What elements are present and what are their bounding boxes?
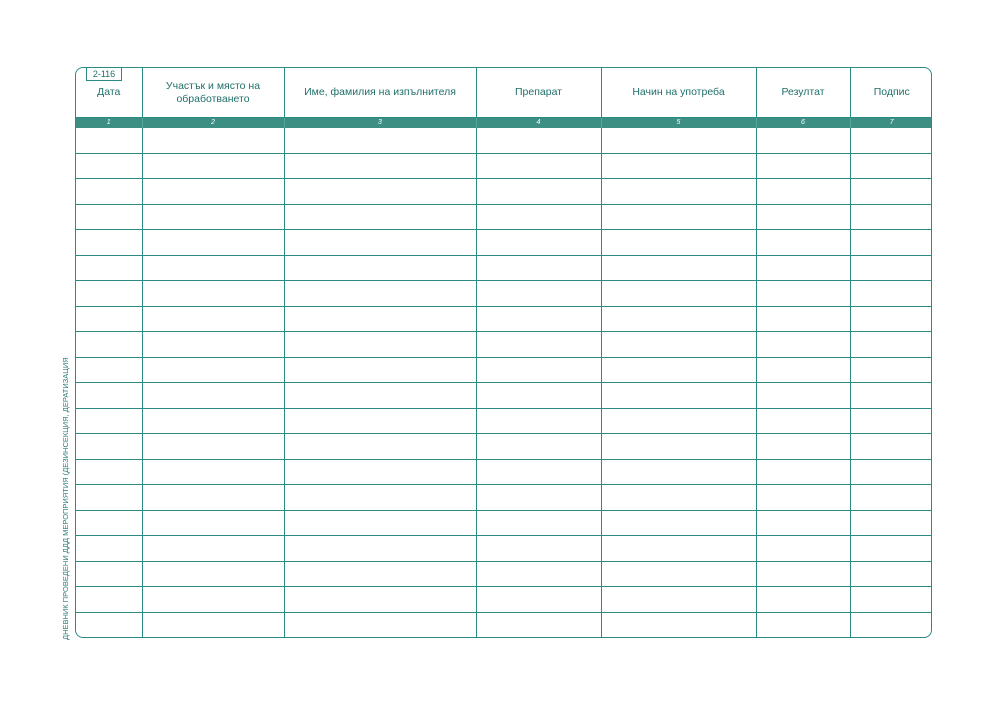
table-cell[interactable] bbox=[601, 332, 756, 358]
column-number: 1 bbox=[76, 118, 142, 129]
table-cell[interactable] bbox=[756, 357, 850, 383]
column-header-preparation bbox=[476, 68, 601, 118]
table-cell[interactable] bbox=[476, 408, 601, 434]
table-cell[interactable] bbox=[601, 281, 756, 307]
table-cell[interactable] bbox=[756, 459, 850, 485]
table-cell[interactable] bbox=[756, 434, 850, 460]
table-cell[interactable] bbox=[476, 255, 601, 281]
table-cell[interactable] bbox=[76, 510, 142, 536]
table-cell[interactable] bbox=[284, 408, 476, 434]
table-cell[interactable] bbox=[476, 153, 601, 179]
table-cell[interactable] bbox=[850, 128, 932, 153]
column-header-label: Начин на употреба bbox=[632, 86, 725, 98]
table-cell[interactable] bbox=[76, 255, 142, 281]
column-number: 6 bbox=[756, 118, 850, 129]
table-row bbox=[76, 587, 932, 613]
column-header-label: Дата bbox=[97, 86, 121, 98]
table-cell[interactable] bbox=[850, 332, 932, 358]
table-cell[interactable] bbox=[850, 306, 932, 332]
table-row bbox=[76, 485, 932, 511]
table-cell[interactable] bbox=[756, 536, 850, 562]
table-cell[interactable] bbox=[142, 561, 284, 587]
log-table bbox=[76, 68, 932, 637]
table-cell[interactable] bbox=[142, 485, 284, 511]
table-cell[interactable] bbox=[76, 204, 142, 230]
table-cell[interactable] bbox=[142, 230, 284, 256]
table-cell[interactable] bbox=[284, 332, 476, 358]
table-cell[interactable] bbox=[76, 383, 142, 409]
log-table-frame bbox=[75, 67, 932, 638]
table-cell[interactable] bbox=[601, 587, 756, 613]
table-cell[interactable] bbox=[76, 587, 142, 613]
table-cell[interactable] bbox=[284, 204, 476, 230]
table-cell[interactable] bbox=[284, 485, 476, 511]
table-cell[interactable] bbox=[142, 536, 284, 562]
table-cell[interactable] bbox=[284, 230, 476, 256]
table-row bbox=[76, 408, 932, 434]
table-cell[interactable] bbox=[756, 128, 850, 153]
table-cell[interactable] bbox=[142, 434, 284, 460]
table-cell[interactable] bbox=[142, 459, 284, 485]
table-cell[interactable] bbox=[850, 179, 932, 205]
table-cell[interactable] bbox=[601, 128, 756, 153]
table-cell[interactable] bbox=[850, 408, 932, 434]
column-header-label: Препарат bbox=[514, 86, 562, 98]
table-cell[interactable] bbox=[850, 587, 932, 613]
table-cell[interactable] bbox=[756, 230, 850, 256]
table-cell[interactable] bbox=[76, 357, 142, 383]
column-header-signature bbox=[850, 68, 932, 118]
table-row bbox=[76, 332, 932, 358]
table-cell[interactable] bbox=[142, 306, 284, 332]
table-row bbox=[76, 434, 932, 460]
table-cell[interactable] bbox=[850, 153, 932, 179]
document-side-title: ДНЕВНИК ПРОВЕДЕНИ ДДД МЕРОПРИЯТИЯ (ДЕЗИНСЕКЦИЯ, ДЕРАТИЗАЦИЯ bbox=[61, 357, 70, 640]
table-cell[interactable] bbox=[76, 434, 142, 460]
column-header-executor bbox=[284, 68, 476, 118]
table-cell[interactable] bbox=[76, 306, 142, 332]
table-cell[interactable] bbox=[284, 306, 476, 332]
table-cell[interactable] bbox=[284, 612, 476, 637]
column-header-result bbox=[756, 68, 850, 118]
column-number-row bbox=[76, 118, 932, 129]
table-cell[interactable] bbox=[142, 204, 284, 230]
column-header-label: Подпис bbox=[873, 86, 910, 98]
table-cell[interactable] bbox=[76, 561, 142, 587]
table-cell[interactable] bbox=[601, 408, 756, 434]
table-row bbox=[76, 128, 932, 153]
table-cell[interactable] bbox=[601, 306, 756, 332]
table-cell[interactable] bbox=[850, 561, 932, 587]
table-cell[interactable] bbox=[142, 510, 284, 536]
table-row bbox=[76, 179, 932, 205]
column-number: 5 bbox=[601, 118, 756, 129]
table-body bbox=[76, 128, 932, 637]
table-cell[interactable] bbox=[476, 459, 601, 485]
table-cell[interactable] bbox=[601, 153, 756, 179]
table-cell[interactable] bbox=[850, 612, 932, 637]
table-cell[interactable] bbox=[756, 306, 850, 332]
table-cell[interactable] bbox=[850, 204, 932, 230]
table-cell[interactable] bbox=[756, 281, 850, 307]
table-row bbox=[76, 383, 932, 409]
table-cell[interactable] bbox=[756, 383, 850, 409]
table-cell[interactable] bbox=[476, 561, 601, 587]
table-cell[interactable] bbox=[850, 357, 932, 383]
table-cell[interactable] bbox=[756, 153, 850, 179]
table-row bbox=[76, 510, 932, 536]
table-cell[interactable] bbox=[601, 357, 756, 383]
table-cell[interactable] bbox=[850, 230, 932, 256]
table-cell[interactable] bbox=[850, 255, 932, 281]
table-cell[interactable] bbox=[601, 204, 756, 230]
table-cell[interactable] bbox=[142, 587, 284, 613]
table-cell[interactable] bbox=[601, 230, 756, 256]
table-cell[interactable] bbox=[142, 281, 284, 307]
table-row bbox=[76, 561, 932, 587]
table-row bbox=[76, 536, 932, 562]
table-cell[interactable] bbox=[850, 485, 932, 511]
table-cell[interactable] bbox=[850, 281, 932, 307]
table-cell[interactable] bbox=[284, 434, 476, 460]
table-cell[interactable] bbox=[476, 357, 601, 383]
table-cell[interactable] bbox=[601, 255, 756, 281]
table-cell[interactable] bbox=[76, 128, 142, 153]
table-cell[interactable] bbox=[76, 153, 142, 179]
table-cell[interactable] bbox=[142, 408, 284, 434]
table-cell[interactable] bbox=[601, 179, 756, 205]
table-cell[interactable] bbox=[284, 128, 476, 153]
table-cell[interactable] bbox=[601, 434, 756, 460]
column-header-area bbox=[142, 68, 284, 118]
table-cell[interactable] bbox=[601, 485, 756, 511]
table-cell[interactable] bbox=[76, 332, 142, 358]
table-cell[interactable] bbox=[284, 536, 476, 562]
column-header-method bbox=[601, 68, 756, 118]
table-cell[interactable] bbox=[601, 536, 756, 562]
table-cell[interactable] bbox=[476, 536, 601, 562]
table-row bbox=[76, 255, 932, 281]
table-row bbox=[76, 281, 932, 307]
table-cell[interactable] bbox=[284, 281, 476, 307]
table-cell[interactable] bbox=[601, 561, 756, 587]
table-cell[interactable] bbox=[476, 383, 601, 409]
table-cell[interactable] bbox=[76, 281, 142, 307]
table-cell[interactable] bbox=[284, 561, 476, 587]
table-cell[interactable] bbox=[601, 510, 756, 536]
table-cell[interactable] bbox=[476, 230, 601, 256]
table-cell[interactable] bbox=[476, 332, 601, 358]
table-cell[interactable] bbox=[142, 128, 284, 153]
table-cell[interactable] bbox=[476, 510, 601, 536]
table-cell[interactable] bbox=[76, 485, 142, 511]
table-row bbox=[76, 612, 932, 637]
table-cell[interactable] bbox=[76, 408, 142, 434]
table-cell[interactable] bbox=[850, 459, 932, 485]
table-row bbox=[76, 459, 932, 485]
table-cell[interactable] bbox=[601, 612, 756, 637]
table-cell[interactable] bbox=[284, 153, 476, 179]
table-cell[interactable] bbox=[142, 179, 284, 205]
table-cell[interactable] bbox=[756, 255, 850, 281]
table-cell[interactable] bbox=[756, 587, 850, 613]
table-cell[interactable] bbox=[756, 332, 850, 358]
table-cell[interactable] bbox=[476, 485, 601, 511]
table-cell[interactable] bbox=[756, 510, 850, 536]
table-cell[interactable] bbox=[76, 536, 142, 562]
table-cell[interactable] bbox=[756, 408, 850, 434]
table-cell[interactable] bbox=[284, 510, 476, 536]
table-cell[interactable] bbox=[756, 612, 850, 637]
table-cell[interactable] bbox=[142, 153, 284, 179]
table-cell[interactable] bbox=[76, 230, 142, 256]
table-cell[interactable] bbox=[476, 179, 601, 205]
table-row bbox=[76, 357, 932, 383]
table-cell[interactable] bbox=[284, 587, 476, 613]
form-code: 2-116 bbox=[86, 67, 122, 81]
table-cell[interactable] bbox=[756, 179, 850, 205]
table-cell[interactable] bbox=[476, 306, 601, 332]
table-cell[interactable] bbox=[142, 383, 284, 409]
table-cell[interactable] bbox=[284, 255, 476, 281]
column-header-label: Резултат bbox=[781, 86, 825, 98]
table-row bbox=[76, 306, 932, 332]
table-cell[interactable] bbox=[142, 357, 284, 383]
table-cell[interactable] bbox=[476, 128, 601, 153]
table-cell[interactable] bbox=[850, 510, 932, 536]
table-cell[interactable] bbox=[476, 281, 601, 307]
column-header-label: Име, фамилия на изпълнителя bbox=[304, 86, 456, 98]
table-cell[interactable] bbox=[76, 612, 142, 637]
table-cell[interactable] bbox=[142, 255, 284, 281]
table-row bbox=[76, 204, 932, 230]
table-cell[interactable] bbox=[850, 536, 932, 562]
table-cell[interactable] bbox=[142, 612, 284, 637]
column-number: 2 bbox=[142, 118, 284, 129]
header-row bbox=[76, 68, 932, 118]
column-header-label: Участък и място на обработването bbox=[165, 79, 261, 105]
table-cell[interactable] bbox=[142, 332, 284, 358]
table-cell[interactable] bbox=[476, 204, 601, 230]
table-cell[interactable] bbox=[284, 383, 476, 409]
table-cell[interactable] bbox=[284, 459, 476, 485]
table-cell[interactable] bbox=[476, 434, 601, 460]
column-number: 4 bbox=[476, 118, 601, 129]
table-cell[interactable] bbox=[601, 383, 756, 409]
table-cell[interactable] bbox=[476, 612, 601, 637]
table-cell[interactable] bbox=[284, 357, 476, 383]
table-cell[interactable] bbox=[601, 459, 756, 485]
table-cell[interactable] bbox=[756, 485, 850, 511]
table-cell[interactable] bbox=[284, 179, 476, 205]
table-row bbox=[76, 153, 932, 179]
table-cell[interactable] bbox=[756, 561, 850, 587]
table-cell[interactable] bbox=[850, 383, 932, 409]
table-cell[interactable] bbox=[756, 204, 850, 230]
table-cell[interactable] bbox=[76, 459, 142, 485]
table-cell[interactable] bbox=[476, 587, 601, 613]
column-number: 3 bbox=[284, 118, 476, 129]
column-header-date bbox=[76, 68, 142, 118]
table-row bbox=[76, 230, 932, 256]
column-number: 7 bbox=[850, 118, 932, 129]
table-cell[interactable] bbox=[76, 179, 142, 205]
table-cell[interactable] bbox=[850, 434, 932, 460]
